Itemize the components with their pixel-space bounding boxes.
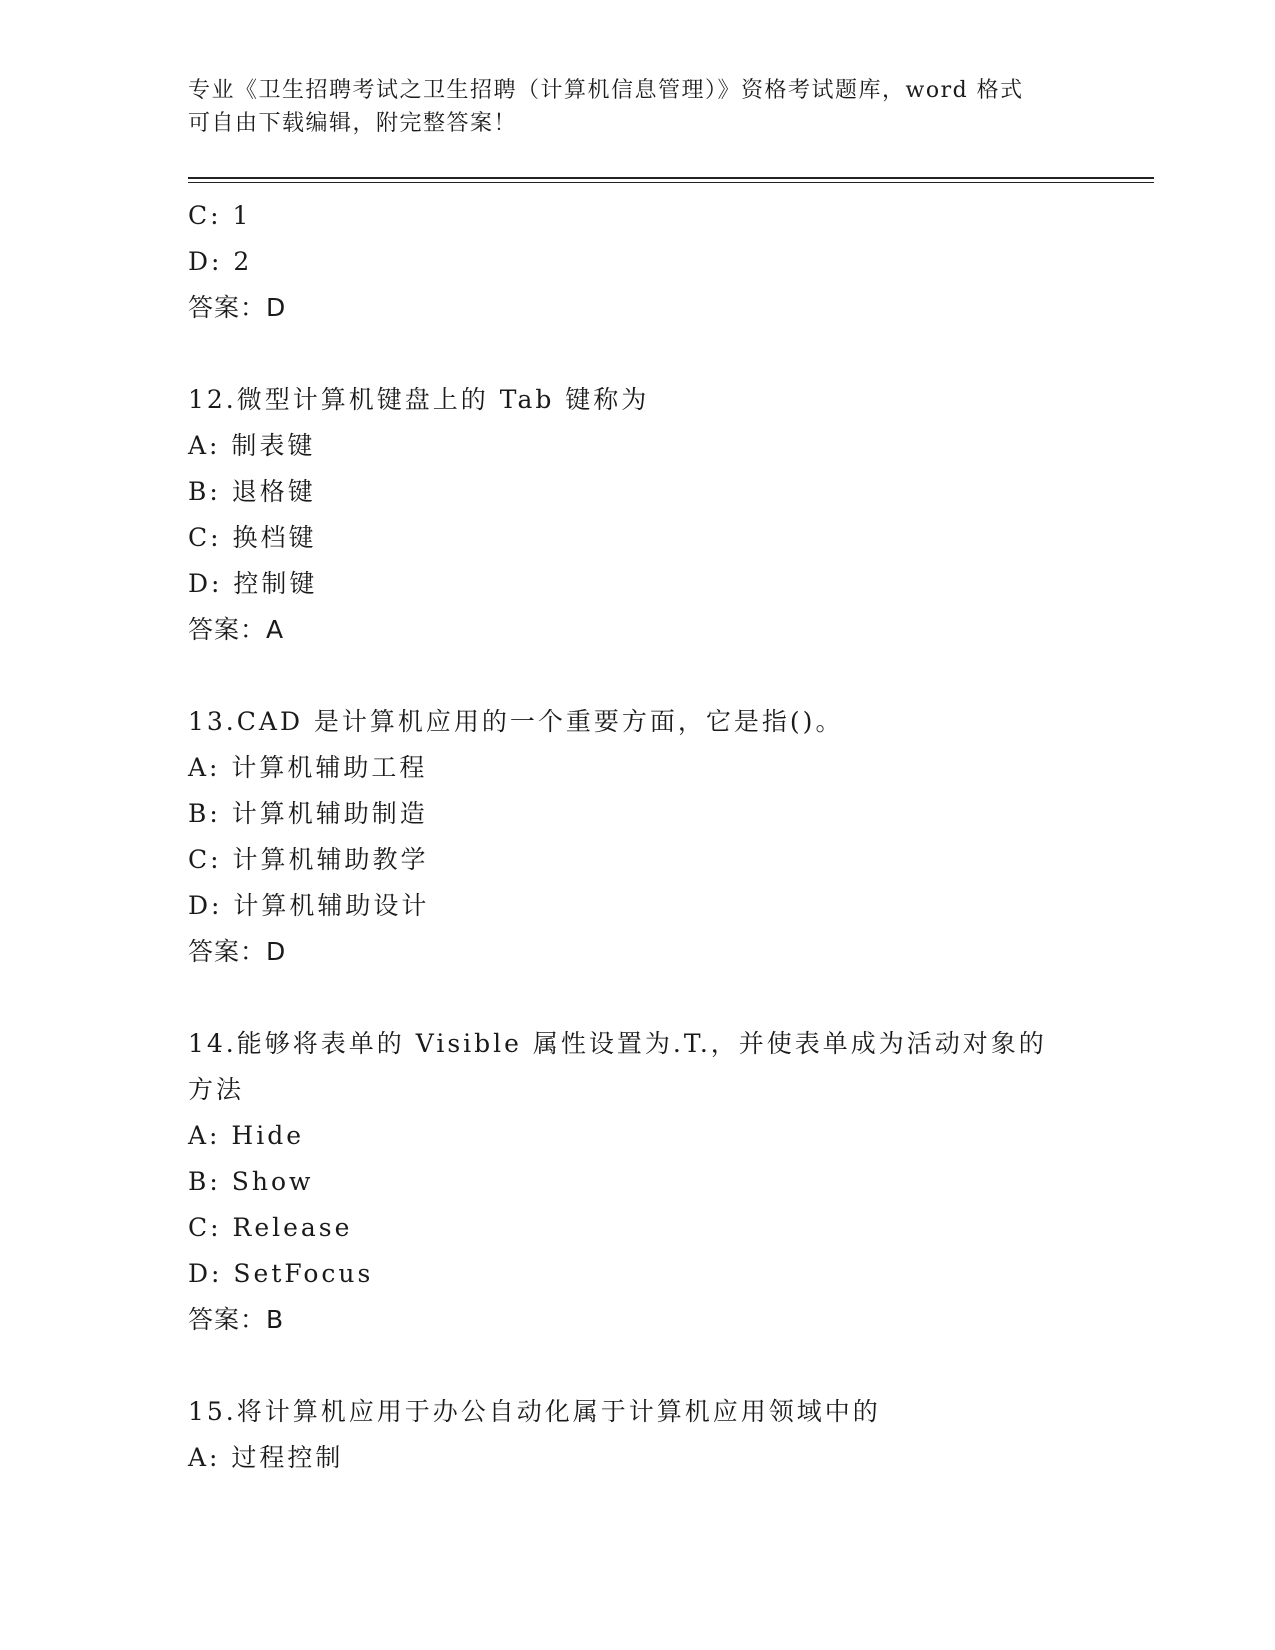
answer-line: 答案：A [188,615,285,644]
question-11-tail [188,193,1088,331]
answer-line: 答案：D [188,293,287,322]
option-a: A: 制表键 [188,431,316,460]
document-header [188,74,1088,140]
header-divider-thick [188,177,1154,179]
question-stem: 15.将计算机应用于办公自动化属于计算机应用领域中的 [188,1397,881,1426]
question-stem: 13.CAD 是计算机应用的一个重要方面，它是指()。 [188,707,844,736]
question-stem-line-2: 方法 [188,1075,245,1104]
option-a: A: 过程控制 [188,1443,344,1472]
question-stem: 12.微型计算机键盘上的 Tab 键称为 [188,385,650,414]
spacer [188,975,1088,1021]
option-d: D: 计算机辅助设计 [188,891,430,920]
question-14 [188,1021,1088,1343]
header-divider-thin [188,182,1154,183]
spacer [188,1343,1088,1389]
answer-line: 答案：D [188,937,287,966]
question-12 [188,377,1088,653]
answer-line: 答案：B [188,1305,285,1334]
option-b: B: 退格键 [188,477,316,506]
option-c: C: 换档键 [188,523,317,552]
option-c: C: 1 [188,201,252,230]
option-c: C: 计算机辅助教学 [188,845,429,874]
option-b: B: Show [188,1167,314,1196]
option-c: C: Release [188,1213,353,1242]
spacer [188,331,1088,377]
question-list [188,193,1088,1481]
question-15 [188,1389,1088,1481]
option-d: D: 2 [188,247,253,276]
option-d: D: 控制键 [188,569,318,598]
question-stem-line-1: 14.能够将表单的 Visible 属性设置为.T.，并使表单成为活动对象的 [188,1029,1047,1058]
header-line-2: 可自由下载编辑，附完整答案！ [188,111,518,136]
question-13 [188,699,1088,975]
option-a: A: 计算机辅助工程 [188,753,428,782]
option-d: D: SetFocus [188,1259,374,1288]
header-line-1: 专业《卫生招聘考试之卫生招聘（计算机信息管理）》资格考试题库，word 格式 [188,78,1024,103]
option-a: A: Hide [188,1121,305,1150]
spacer [188,653,1088,699]
option-b: B: 计算机辅助制造 [188,799,428,828]
